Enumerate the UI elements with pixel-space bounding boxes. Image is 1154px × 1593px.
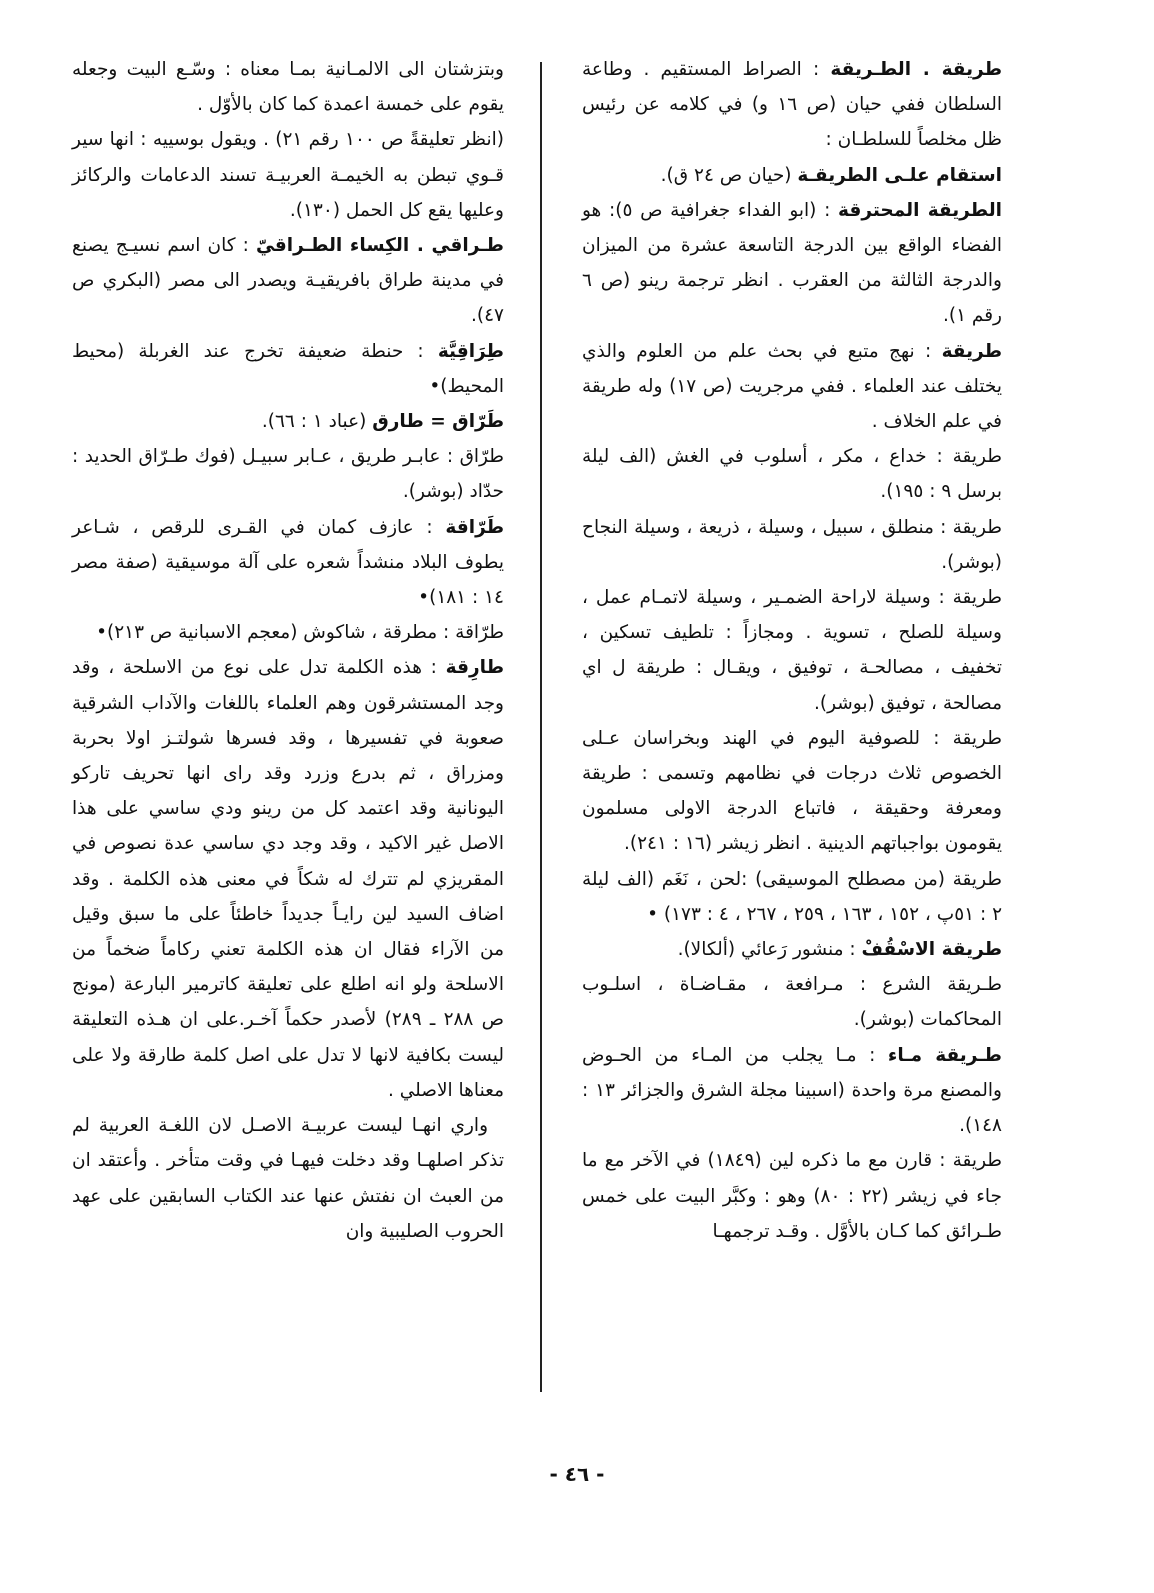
dictionary-entry xyxy=(582,510,1002,580)
dictionary-entry xyxy=(72,52,504,122)
entry-text: : كان اسم نسيـج يصنع في مدينة طراق بافريقيـة ويصدر الى مصر (البكري ص ٤٧). xyxy=(72,235,504,327)
dictionary-entry xyxy=(582,862,1002,932)
entry-text: طريقة : قارن مع ما ذكره لين (١٨٤٩) في الآخر مع ما جاء في زيشر (٢٢ : ٨٠) وهو : وكبَّر البيت على خمس طـرائق كما كـان بالأوَّل . وقـد ترجمهـا xyxy=(582,1150,1002,1242)
dictionary-entry xyxy=(72,228,504,334)
entry-text: طريقة : للصوفية اليوم في الهند وبخراسان عـلى الخصوص ثلاث درجات في نظامهم وتسمى : طريقة ومعرفة وحقيقة ، فاتباع الدرجة الاولى مسلمون يقومون بواجباتهم الدينية . انظر زيشر (١٦ : ٢٤١). xyxy=(582,727,1002,855)
entry-headword: طَرّاق = طارق xyxy=(372,411,504,433)
dictionary-entry xyxy=(582,1038,1002,1144)
dictionary-entry xyxy=(72,334,504,404)
entry-text: طرّاق : عابـر طريق ، عـابر سبيـل (فوك طـرّاق الحديد : حدّاد (بوشر). xyxy=(72,446,504,503)
dictionary-entry xyxy=(582,1143,1002,1249)
dictionary-entry xyxy=(582,721,1002,862)
entry-text: طريقة (من مصطلح الموسيقى) :لحن ، نَغَم (الف ليلة ٢ : ٥١پ ، ١٥٢ ، ١٦٣ ، ٢٥٩ ، ٢٦٧ ، ٤ : ١٧٣) • xyxy=(582,868,1002,925)
entry-text: (انظر تعليقةً ص ١٠٠ رقم ٢١) . ويقول بوسييه : انها سير قـوي تبطن به الخيمـة العربيـة تسند الدعامات والركائز وعليها يقع كل الحمل (١٣٠). xyxy=(72,129,504,221)
entry-headword: طريقة xyxy=(941,340,1002,362)
page-number: - ٤٦ - xyxy=(549,1462,605,1486)
dictionary-entry xyxy=(582,158,1002,193)
entry-text: (عباد ١ : ٦٦). xyxy=(261,411,373,433)
entry-headword: طـراقي . الكِساء الطـراقيّ xyxy=(255,235,504,257)
entry-text: : منشور رَعائي (ألكالا). xyxy=(677,939,862,961)
entry-text: : عازف كمان في القـرى للرقص ، شـاعر يطوف البلاد منشداً شعره على آلة موسيقية (صفة مصر ١٤ : ١٨١)• xyxy=(72,516,504,609)
entry-text: : (ابو الفداء جغرافية ص ٥): هو الفضاء الواقع بين الدرجة التاسعة عشرة من الميزان والدرجة الثالثة من العقرب . انظر ترجمة رينو (ص ٦ رقم ١). xyxy=(582,199,1002,327)
entry-text: طرّاقة : مطرقة ، شاكوش (معجم الاسبانية ص ٢١٣)• xyxy=(96,622,504,644)
entry-headword: طَرّاقة xyxy=(445,516,504,538)
entry-text: واري انهـا ليست عربيـة الاصـل لان اللغـة العربية لم تذكر اصلهـا وقد دخلت فيهـا في وقت متأخر . وأعتقد ان من العبث ان نفتش عنها عند الكتاب السابقين على عهد الحروب الصليبية وان xyxy=(72,1115,504,1242)
dictionary-entry xyxy=(72,1108,504,1249)
dictionary-entry xyxy=(582,439,1002,509)
entry-headword: استقام علـى الطريقـة xyxy=(797,164,1002,186)
dictionary-entry xyxy=(582,334,1002,440)
dictionary-entry xyxy=(582,932,1002,967)
entry-text: : هذه الكلمة تدل على نوع من الاسلحة ، وقد وجد المستشرقون وهم العلماء باللغات والآداب الشرقية صعوبة في تفسيرها ، وقد فسرها شولتـز اولا بحربة ومزراق ، ثم بدرع وزرد وقد راى انها تحريف تاركو اليونانية وقد اعتمد كل من رينو ودي ساسي على هذا الاصل غير الاكيد ، وقد وجد دي ساسي عدة نصوص في المقريزي لم تترك له شكاً في معنى هذه الكلمة . وقد اضاف السيد لين رايـاً جديداً خاطئاً على ما سبق وقيل من الآراء فقال ان هذه الكلمة تعني ركاماً ضخماً من الاسلحة ولو انه اطلع على تعليقة كاترمير البارعة (مونج ص ٢٨٨ ـ ٢٨٩) لأصدر حكماً آخـر.على ان هـذه التعليقة ليست بكافية لانها لا تدل على اصل كلمة طارقة ولا على معناها الاصلي . xyxy=(72,657,504,1101)
dictionary-entry xyxy=(582,193,1002,334)
entry-headword: طريقة الاسْقُفْ xyxy=(861,939,1002,961)
entry-headword: الطريقة المحترقة xyxy=(838,199,1002,221)
entry-headword: طارِقة xyxy=(445,657,504,679)
dictionary-entry xyxy=(72,510,504,616)
dictionary-entry xyxy=(582,52,1002,158)
right-column xyxy=(582,52,1002,1249)
entry-text: وبتزشتان الى الالمـانية بمـا معناه : وسّـع البيت وجعله يقوم على خمسة اعمدة كما كان بالأوّل . xyxy=(72,59,504,116)
entry-headword: طِرَاقِيَّة xyxy=(437,340,504,362)
entry-text: طـريقة الشرع : مـرافعة ، مقـاضـاة ، اسلـوب المحاكمات (بوشر). xyxy=(582,974,1002,1031)
entry-text: طريقة : خداع ، مكر ، أسلوب في الغش (الف ليلة برسل ٩ : ١٩٥). xyxy=(582,446,1002,503)
entry-text: : الصراط المستقيم . وطاعة السلطان ففي حيان (ص ١٦ و) في كلامه عن رئيس ظل مخلصاً للسلطـان : xyxy=(582,59,1002,151)
entry-text: : مـا يجلب من المـاء من الحـوض والمصنع مرة واحدة (اسبينا مجلة الشرق والجزائر ١٣ : ١٤٨). xyxy=(582,1044,1002,1137)
entry-text: : نهج متبع في بحث علم من العلوم والذي يختلف عند العلماء . ففي مرجريت (ص ١٧) وله طريقة في علم الخلاف . xyxy=(582,340,1002,433)
entry-text: طريقة : منطلق ، سبيل ، وسيلة ، ذريعة ، وسيلة النجاح (بوشر). xyxy=(582,516,1002,573)
dictionary-entry xyxy=(72,615,504,650)
entry-headword: طريقة . الطـريقة xyxy=(830,59,1002,80)
dictionary-entry xyxy=(72,439,504,509)
entry-text: طريقة : وسيلة لاراحة الضمـير ، وسيلة لاتمـام عمل ، وسيلة للصلح ، تسوية . ومجازاً : تلطيف تسكين ، تخفيف ، مصالحـة ، توفيق ، ويقـال : طريقة ل اي مصالحة ، توفيق (بوشر). xyxy=(582,587,1002,714)
dictionary-entry xyxy=(72,650,504,1108)
entry-text: (حيان ص ٢٤ ق). xyxy=(660,164,798,186)
entry-headword: طـريقة مـاء xyxy=(887,1044,1002,1066)
entry-text: : حنطة ضعيفة تخرج عند الغربلة (محيط المحيط)• xyxy=(72,340,504,397)
dictionary-entry xyxy=(582,580,1002,721)
left-column xyxy=(72,52,504,1249)
dictionary-entry xyxy=(582,967,1002,1037)
dictionary-entry xyxy=(72,404,504,439)
column-divider xyxy=(540,62,542,1392)
dictionary-entry xyxy=(72,122,504,228)
